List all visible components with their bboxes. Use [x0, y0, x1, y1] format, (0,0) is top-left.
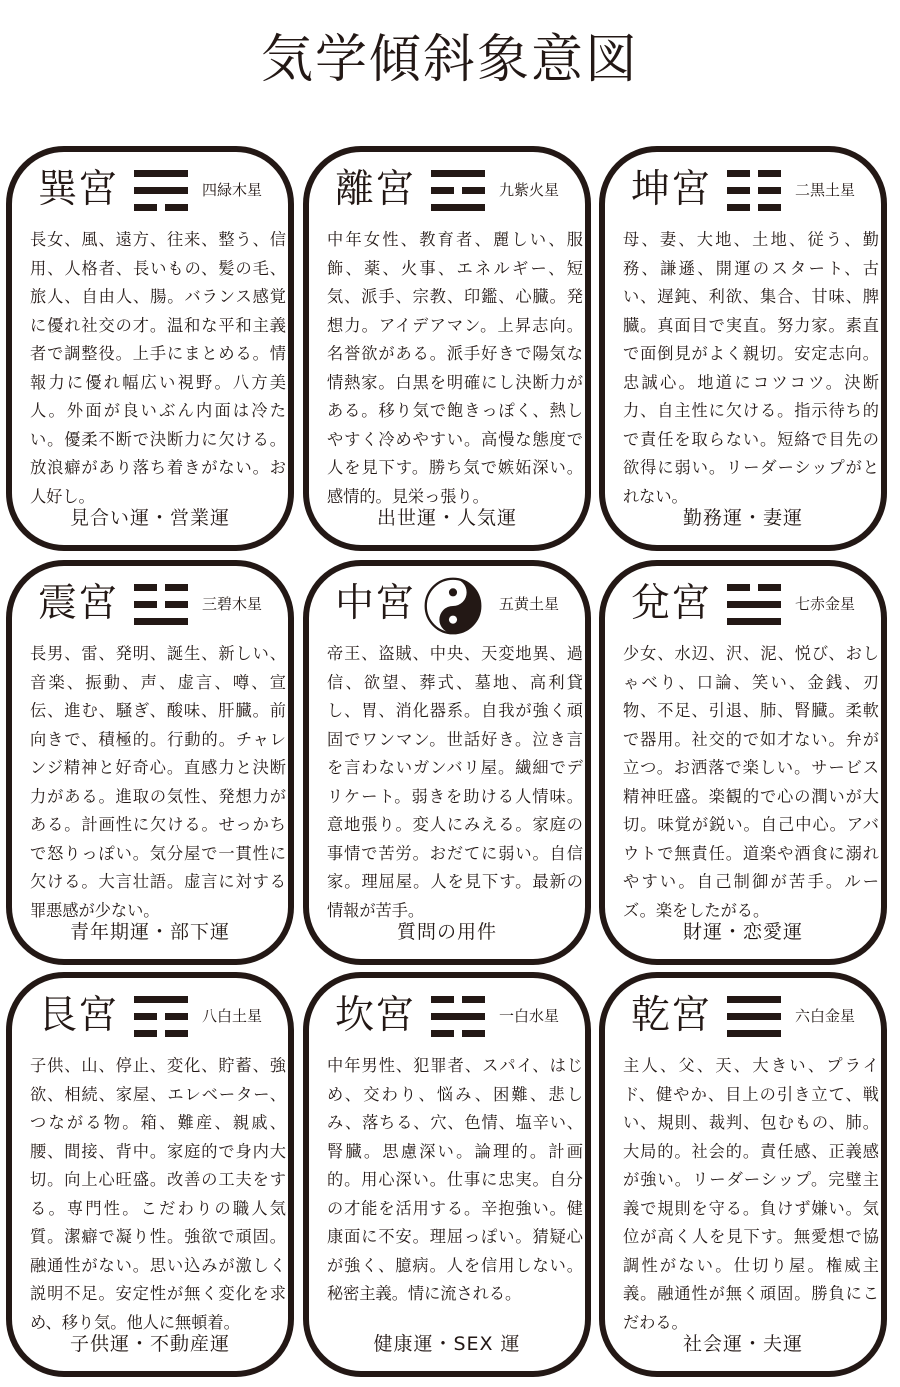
trigram-bar [134, 1030, 157, 1037]
yang-line [727, 1013, 781, 1020]
palace-name: 離宮 [335, 167, 416, 212]
yin-line [727, 204, 781, 211]
palace-description: 長女、風、遠方、往来、整う、信用、人格者、長いもの、髪の毛、旅人、自由人、腸。バランス感覚に優れ社交の才。温和な平和主義者で調整役。上手にまとめる。情報力に優れ幅広い視野。八方美人。外面が良いぶん内面は冷たい。優柔不断で決断力に欠ける。放浪癖があり落ち着きがない。お人好し。 [30, 230, 286, 506]
fortune-label: 見合い運・営業運 [69, 507, 230, 529]
yin-line [134, 584, 188, 591]
yin-line [727, 187, 781, 194]
trigram-bar [462, 996, 485, 1003]
fortune-label: 健康運・SEX 運 [373, 1333, 521, 1355]
trigram-bar [758, 187, 781, 194]
trigram-bar [727, 204, 750, 211]
palace-name: 巽宮 [38, 167, 119, 212]
trigram-bar [134, 1013, 157, 1020]
palace-name: 坎宮 [335, 993, 416, 1038]
trigram-bar [758, 170, 781, 177]
palace-description: 子供、山、停止、変化、貯蓄、強欲、相続、家屋、エレベーター、つながる物。箱、難産、親戚、腰、間接、背中。家庭的で身内大切。向上心旺盛。改善の工夫をする。専門性。こだわりの職人気質。潔癖で凝り性。強欲で頑固。融通性がない。思い込みが激しく説明不足。安定性が無く変化を求め、移り気。他人に無頓着。 [30, 1056, 286, 1332]
trigram-bar [165, 204, 188, 211]
trigram-bar [165, 1013, 188, 1020]
palace-card-center [303, 560, 591, 965]
nine-star-label: 一白水星 [499, 1007, 560, 1025]
kun-trigram-icon [727, 170, 781, 214]
palace-description: 中年女性、教育者、麗しい、服飾、薬、火事、エネルギー、短気、派手、宗教、印鑑、心臓。発想力。アイデアマン。上昇志向。名誉欲がある。派手好きで陽気な情熱家。白黒を明確にし決断力がある。移り気で飽きっぽく、熱しやすく冷めやすい。高慢な態度で人を見下す。勝ち気で嫉妬深い。感情的。見栄っ張り。 [327, 230, 583, 506]
yang-line [727, 618, 781, 625]
nine-star-label: 五黄土星 [499, 595, 560, 613]
xun-trigram-icon [134, 170, 188, 214]
nine-star-label: 八白土星 [202, 1007, 263, 1025]
fortune-label: 勤務運・妻運 [682, 507, 803, 529]
yin-line [431, 1030, 485, 1037]
trigram-bar [134, 618, 188, 625]
trigram-bar [134, 584, 157, 591]
palace-name: 震宮 [38, 581, 119, 626]
fortune-label: 質問の用件 [396, 921, 497, 943]
trigram-bar [758, 204, 781, 211]
palace-card-qian [599, 972, 887, 1377]
trigram-bar [727, 1013, 781, 1020]
qian-trigram-icon [727, 996, 781, 1040]
trigram-bar [727, 187, 750, 194]
trigram-bar [431, 1013, 485, 1020]
nine-star-label: 六白金星 [795, 1007, 856, 1025]
nine-star-label: 三碧木星 [202, 595, 263, 613]
yang-line [431, 170, 485, 177]
yang-line [134, 187, 188, 194]
fortune-label: 社会運・夫運 [682, 1333, 803, 1355]
yin-yang-icon [424, 577, 482, 635]
nine-star-label: 九紫火星 [499, 181, 560, 199]
trigram-bar [431, 996, 454, 1003]
yin-line [134, 204, 188, 211]
yin-line [727, 584, 781, 591]
palace-description: 帝王、盗賊、中央、天変地異、過信、欲望、葬式、墓地、高利貸し、胃、消化器系。自我が強く頑固でワンマン。世話好き。泣き言を言わないガンバリ屋。繊細でデリケート。弱きを助ける人情味。意地張り。変人にみえる。家庭の事情で苦労。おだてに弱い。自信家。理屈屋。人を見下す。最新の情報が苦手。 [327, 644, 583, 920]
palace-card-dui [599, 560, 887, 965]
palace-name: 艮宮 [38, 993, 119, 1038]
trigram-bar [727, 1030, 781, 1037]
fortune-label: 財運・恋愛運 [682, 921, 803, 943]
trigram-bar [431, 170, 485, 177]
trigram-bar [462, 187, 485, 194]
palace-card-xun [6, 146, 294, 551]
trigram-bar [462, 1030, 485, 1037]
palace-name: 坤宮 [631, 167, 712, 212]
palace-card-kun [599, 146, 887, 551]
palace-description: 母、妻、大地、土地、従う、勤務、謙遜、開運のスタート、古い、遅鈍、利欲、集合、甘味、脾臓。真面目で実直。努力家。素直で面倒見がよく親切。安定志向。忠誠心。地道にコツコツ。決断力、自主性に欠ける。指示待ち的で責任を取らない。短絡で目先の欲得に弱い。リーダーシップがとれない。 [623, 230, 879, 506]
palace-name: 中宮 [335, 581, 416, 626]
yang-line [727, 1030, 781, 1037]
trigram-bar [165, 1030, 188, 1037]
trigram-bar [727, 601, 781, 608]
nine-star-label: 七赤金星 [795, 595, 856, 613]
palace-card-kan [303, 972, 591, 1377]
trigram-bar [165, 584, 188, 591]
palace-name: 兌宮 [631, 581, 712, 626]
yang-line [134, 618, 188, 625]
fortune-label: 子供運・不動産運 [69, 1333, 230, 1355]
palace-description: 長男、雷、発明、誕生、新しい、音楽、振動、声、虚言、噂、宣伝、進む、騒ぎ、酸味、肝臓。前向きで、積極的。行動的。チャレンジ精神と好奇心。直感力と決断力がある。進取の気性、発想力がある。計画性に欠ける。せっかちで怒りっぽい。気分屋で一貫性に欠ける。大言壮語。虚言に対する罪悪感が少ない。 [30, 644, 286, 920]
trigram-bar [727, 584, 750, 591]
gen-trigram-icon [134, 996, 188, 1040]
yin-line [134, 601, 188, 608]
nine-star-label: 四緑木星 [202, 181, 263, 199]
trigram-bar [431, 204, 485, 211]
trigram-bar [727, 170, 750, 177]
trigram-bar [727, 996, 781, 1003]
yin-line [134, 1013, 188, 1020]
kan-trigram-icon [431, 996, 485, 1040]
li-trigram-icon [431, 170, 485, 214]
yin-line [431, 187, 485, 194]
yang-line [727, 601, 781, 608]
trigram-bar [431, 1030, 454, 1037]
palace-card-gen [6, 972, 294, 1377]
trigram-bar [134, 170, 188, 177]
palace-description: 主人、父、天、大きい、プライド、健やか、目上の引き立て、戦い、規則、裁判、包むもの、肺。大局的。社会的。責任感、正義感が強い。リーダーシップ。完璧主義で規則を守る。負けず嫌い。気位が高く人を見下す。無愛想で協調性がない。仕切り屋。権威主義。融通性が無く頑固。勝負にこだわる。 [623, 1056, 879, 1332]
palace-description: 中年男性、犯罪者、スパイ、はじめ、交わり、悩み、困難、悲しみ、落ちる、穴、色情、塩辛い、腎臓。思慮深い。論理的。計画的。用心深い。仕事に忠実。自分の才能を活用する。辛抱強い。健康面に不安。理屈っぽい。猜疑心が強く、臆病。人を信用しない。秘密主義。情に流される。 [327, 1056, 583, 1303]
trigram-bar [134, 601, 157, 608]
trigram-bar [134, 204, 157, 211]
yang-line [431, 204, 485, 211]
trigram-bar [758, 584, 781, 591]
yang-line [134, 170, 188, 177]
nine-star-label: 二黒土星 [795, 181, 856, 199]
palace-description: 少女、水辺、沢、泥、悦び、おしゃべり、口論、笑い、金銭、刃物、不足、引退、肺、腎臓。柔軟で器用。社交的で如才ない。弁が立つ。お洒落で楽しい。サービス精神旺盛。楽観的で心の潤いが大切。味覚が鋭い。自己中心。アバウトで無責任。道楽や酒食に溺れやすい。自己制御が苦手。ルーズ。楽をしたがる。 [623, 644, 879, 920]
palace-card-li [303, 146, 591, 551]
palace-name: 乾宮 [631, 993, 712, 1038]
yang-line [134, 996, 188, 1003]
palace-card-zhen [6, 560, 294, 965]
yang-line [431, 1013, 485, 1020]
yang-line [727, 996, 781, 1003]
trigram-bar [727, 618, 781, 625]
trigram-bar [134, 187, 188, 194]
trigram-bar [134, 996, 188, 1003]
trigram-bar [165, 601, 188, 608]
dui-trigram-icon [727, 584, 781, 628]
fortune-label: 青年期運・部下運 [69, 921, 230, 943]
fortune-label: 出世運・人気運 [376, 507, 517, 529]
trigram-bar [431, 187, 454, 194]
yin-line [431, 996, 485, 1003]
yin-line [134, 1030, 188, 1037]
zhen-trigram-icon [134, 584, 188, 628]
page-title: 気学傾斜象意図 [260, 30, 639, 90]
yin-line [727, 170, 781, 177]
